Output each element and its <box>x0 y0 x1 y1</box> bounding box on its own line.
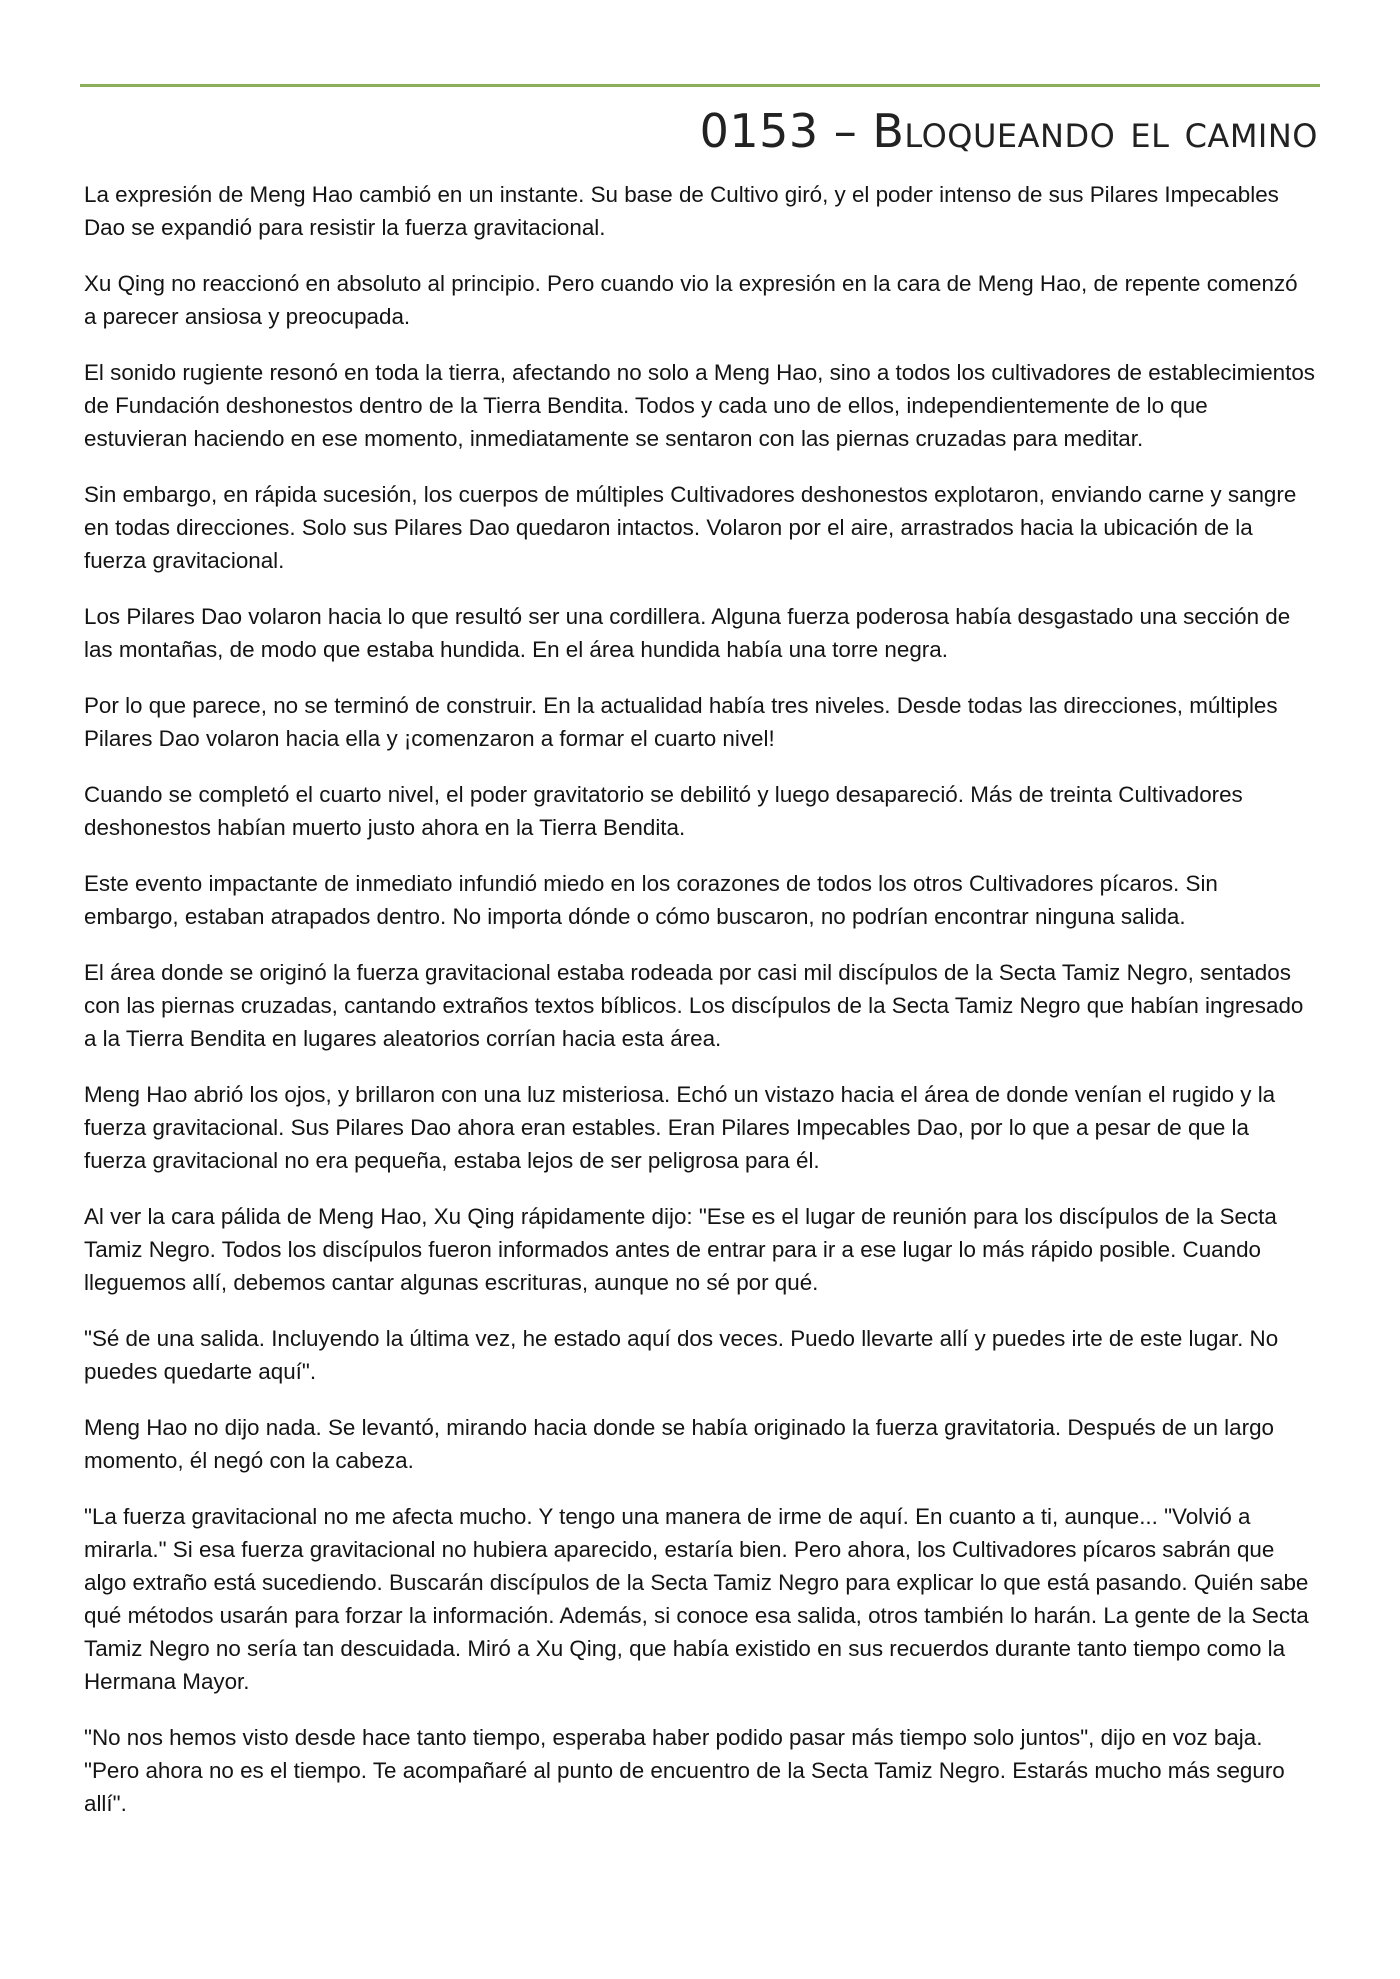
paragraph: Los Pilares Dao volaron hacia lo que resultó ser una cordillera. Alguna fuerza poderosa había desgastado una sección de las montañas, de modo que estaba hundida. En el área hundida había una torre negra. <box>84 604 1291 662</box>
paragraph: La expresión de Meng Hao cambió en un instante. Su base de Cultivo giró, y el poder intenso de sus Pilares Impecables Dao se expandió para resistir la fuerza gravitacional. <box>84 182 1279 240</box>
paragraph: "La fuerza gravitacional no me afecta mucho. Y tengo una manera de irme de aquí. En cuanto a ti, aunque... "Volvió a mirarla." Si esa fuerza gravitacional no hubiera aparecido, estaría bien. Pero ahora, los Cultivadores pícaros sabrán que algo extraño está sucediendo. Buscarán discípulos de la Secta Tamiz Negro para explicar lo que está pasando. Quién sabe qué métodos usarán para forzar la información. Además, si conoce esa salida, otros también lo harán. La gente de la Secta Tamiz Negro no sería tan descuidada. Miró a Xu Qing, que había existido en sus recuerdos durante tanto tiempo como la Hermana Mayor. <box>84 1504 1309 1694</box>
paragraph: El área donde se originó la fuerza gravitacional estaba rodeada por casi mil discípulos de la Secta Tamiz Negro, sentados con las piernas cruzadas, cantando extraños textos bíblicos. Los discípulos de la Secta Tamiz Negro que habían ingresado a la Tierra Bendita en lugares aleatorios corrían hacia esta área. <box>84 960 1304 1051</box>
paragraph: "Sé de una salida. Incluyendo la última vez, he estado aquí dos veces. Puedo llevarte allí y puedes irte de este lugar. No puedes quedarte aquí". <box>84 1326 1279 1384</box>
paragraph: Meng Hao abrió los ojos, y brillaron con una luz misteriosa. Echó un vistazo hacia el área de donde venían el rugido y la fuerza gravitacional. Sus Pilares Dao ahora eran estables. Eran Pilares Impecables Dao, por lo que a pesar de que la fuerza gravitacional no era pequeña, estaba lejos de ser peligrosa para él. <box>84 1082 1276 1173</box>
paragraph: Xu Qing no reaccionó en absoluto al principio. Pero cuando vio la expresión en la cara de Meng Hao, de repente comenzó a parecer ansiosa y preocupada. <box>84 271 1298 329</box>
chapter-number: 0153 – <box>699 104 873 158</box>
paragraph: Por lo que parece, no se terminó de construir. En la actualidad había tres niveles. Desde todas las direcciones, múltiples Pilares Dao volaron hacia ella y ¡comenzaron a formar el cuarto nivel! <box>84 693 1278 751</box>
chapter-body <box>84 178 1316 1843</box>
paragraph: Cuando se completó el cuarto nivel, el poder gravitatorio se debilitó y luego desapareció. Más de treinta Cultivadores deshonestos habían muerto justo ahora en la Tierra Bendita. <box>84 782 1243 840</box>
paragraph: Al ver la cara pálida de Meng Hao, Xu Qing rápidamente dijo: "Ese es el lugar de reunión para los discípulos de la Secta Tamiz Negro. Todos los discípulos fueron informados antes de entrar para ir a ese lugar lo más rápido posible. Cuando lleguemos allí, debemos cantar algunas escrituras, aunque no sé por qué. <box>84 1204 1277 1295</box>
paragraph: Este evento impactante de inmediato infundió miedo en los corazones de todos los otros Cultivadores pícaros. Sin embargo, estaban atrapados dentro. No importa dónde o cómo buscaron, no podrían encontrar ninguna salida. <box>84 871 1218 929</box>
chapter-title <box>700 92 1318 170</box>
paragraph: Sin embargo, en rápida sucesión, los cuerpos de múltiples Cultivadores deshonestos explotaron, enviando carne y sangre en todas direcciones. Solo sus Pilares Dao quedaron intactos. Volaron por el aire, arrastrados hacia la ubicación de la fuerza gravitacional. <box>84 482 1297 573</box>
header-rule <box>80 84 1320 87</box>
paragraph: Meng Hao no dijo nada. Se levantó, mirando hacia donde se había originado la fuerza gravitatoria. Después de un largo momento, él negó con la cabeza. <box>84 1415 1274 1473</box>
paragraph: "No nos hemos visto desde hace tanto tiempo, esperaba haber podido pasar más tiempo solo juntos", dijo en voz baja. "Pero ahora no es el tiempo. Te acompañaré al punto de encuentro de la Secta Tamiz Negro. Estarás mucho más seguro allí". <box>84 1725 1285 1816</box>
chapter-name: Bloqueando el camino <box>872 104 1318 158</box>
paragraph: El sonido rugiente resonó en toda la tierra, afectando no solo a Meng Hao, sino a todos los cultivadores de establecimientos de Fundación deshonestos dentro de la Tierra Bendita. Todos y cada uno de ellos, independientemente de lo que estuvieran haciendo en ese momento, inmediatamente se sentaron con las piernas cruzadas para meditar. <box>84 360 1315 451</box>
